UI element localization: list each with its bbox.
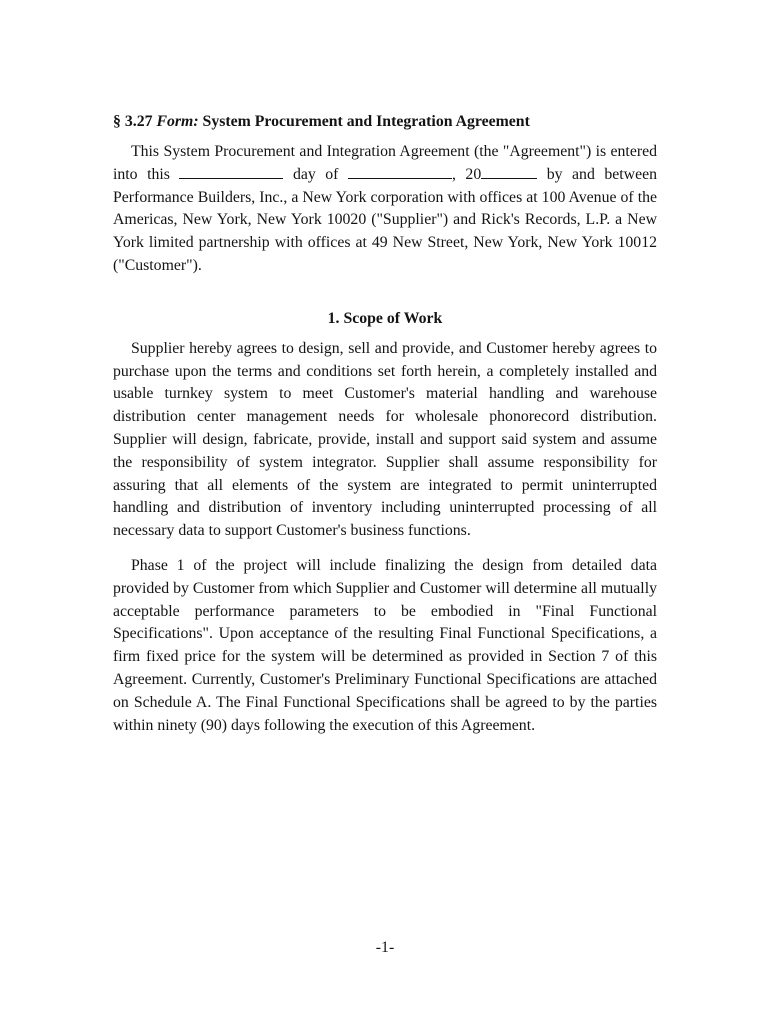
month-blank bbox=[348, 164, 452, 179]
intro-text-2: day of bbox=[283, 165, 348, 183]
intro-text-4: by and between Performance Builders, Inc., a New York corporation with offices at 100 Avenue of the Americas, New York, New York 10020 ("Supplier") and Rick's Records, L.P. a New York limited partnership with offices at 49 New Street, New York, New York 10012 ("Customer"). bbox=[113, 165, 657, 274]
paragraph-gap bbox=[113, 543, 657, 555]
document-body bbox=[113, 111, 657, 737]
intro-paragraph bbox=[113, 141, 657, 278]
page-number: -1- bbox=[375, 939, 395, 956]
scope-paragraph-1: Supplier hereby agrees to design, sell and provide, and Customer hereby agrees to purchase upon the terms and conditions set forth herein, a completely installed and usable turnkey system to meet Customer's material handling and warehouse distribution center management needs for wholesale phonorecord distribution. Supplier will design, fabricate, provide, install and support said system and assume the responsibility of system integrator. Supplier shall assume responsibility for assuring that all elements of the system are integrated to permit uninterrupted handling and distribution of inventory including uninterrupted processing of all necessary data to support Customer's business functions. bbox=[113, 339, 657, 540]
year-blank bbox=[481, 164, 537, 179]
intro-text-3: , 20 bbox=[451, 165, 482, 183]
document-heading bbox=[113, 111, 657, 133]
section-number: § 3.27 bbox=[113, 113, 153, 130]
agreement-title: System Procurement and Integration Agreement bbox=[202, 113, 530, 130]
intro-text-1: This System Procurement and Integration Agreement (the "Agreement") is entered into this bbox=[113, 143, 657, 183]
day-blank bbox=[179, 164, 283, 179]
scope-paragraph-2: Phase 1 of the project will include finalizing the design from detailed data provided by Customer from which Supplier and Customer will determine all mutually acceptable performance parameters to be embodied in "Final Functional Specifications". Upon acceptance of the resulting Final Functional Specifications, a firm fixed price for the system will be determined as provided in Section 7 of this Agreement. Currently, Customer's Preliminary Functional Specifications are attached on Schedule A. The Final Functional Specifications shall be agreed to by the parties within ninety (90) days following the execution of this Agreement. bbox=[113, 556, 657, 734]
section-heading-scope-of-work: 1. Scope of Work bbox=[327, 309, 443, 327]
form-label: Form: bbox=[156, 113, 199, 130]
